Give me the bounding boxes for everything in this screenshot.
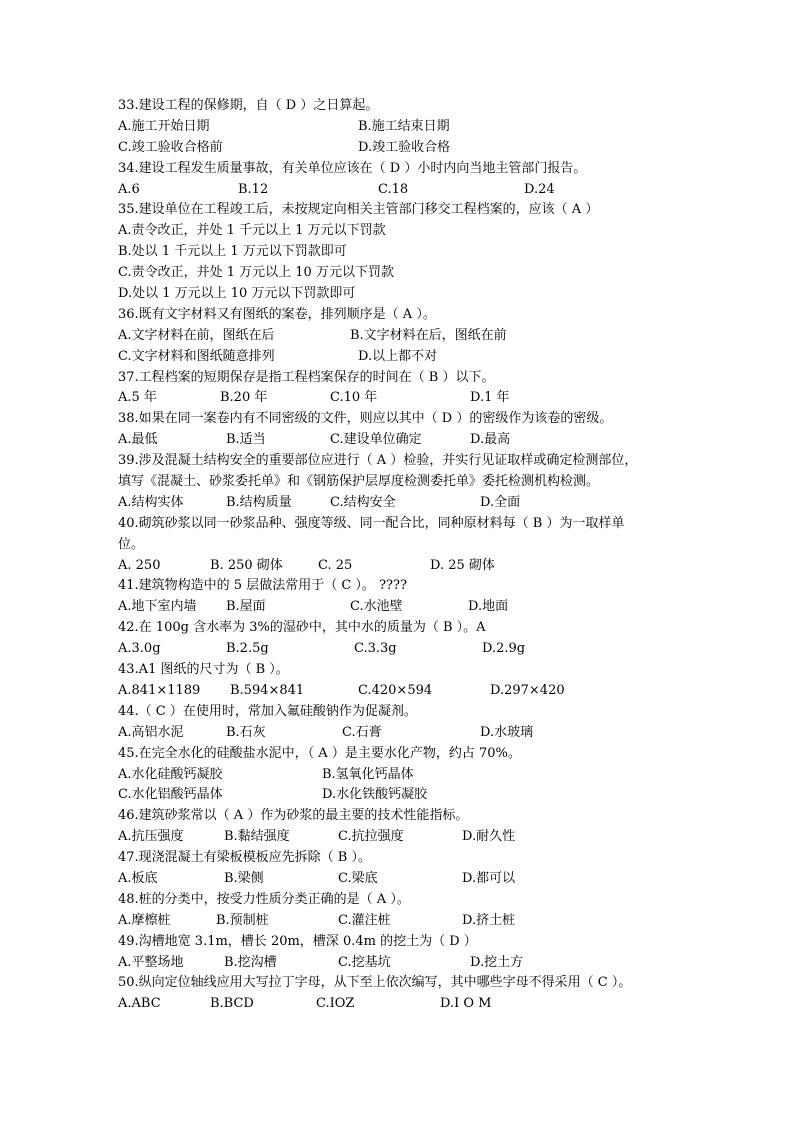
options-line [118, 347, 698, 368]
option-text: A.结构实体 [118, 494, 184, 510]
question-line [118, 535, 698, 556]
question-line [118, 96, 698, 117]
option-text: C.建设单位确定 [330, 432, 422, 448]
question-text: 35.建设单位在工程竣工后，未按规定向相关主管部门移交工程档案的，应该（ A ） [118, 202, 599, 218]
option-text: C.挖基坑 [338, 954, 391, 970]
option-text: D.水化铁酸钙凝胶 [322, 787, 428, 803]
option-text: B.梁侧 [224, 870, 264, 886]
option-text: B.适当 [226, 432, 266, 448]
question-line [118, 744, 698, 765]
option-text: A.施工开始日期 [118, 118, 210, 134]
question-line [118, 890, 698, 911]
options-line [118, 723, 698, 744]
option-text: D.以上都不对 [358, 348, 438, 364]
question-text: 填写《混凝土、砂浆委托单》和《钢筋保护层厚度检测委托单》委托检测机构检测。 [118, 474, 600, 490]
question-text: D.处以 1 万元以上 10 万元以下罚款即可 [118, 286, 356, 302]
document-page [118, 96, 698, 1015]
option-text: D.水玻璃 [480, 724, 534, 740]
options-line [118, 911, 698, 932]
question-text: 39.涉及混凝土结构安全的重要部位应进行（ A ）检验，并实行见证取样或确定检测部位， [118, 453, 638, 469]
question-line [118, 221, 698, 242]
option-text: B.屋面 [226, 599, 266, 615]
option-text: C.石膏 [342, 724, 382, 740]
option-text: D. 25 砌体 [430, 557, 495, 573]
option-text: A.3.0g [118, 641, 161, 657]
option-text: D.最高 [470, 432, 511, 448]
options-line [118, 430, 698, 451]
options-line [118, 180, 698, 201]
question-line [118, 576, 698, 597]
option-text: A.平整场地 [118, 954, 184, 970]
option-text: A.摩檫桩 [118, 912, 171, 928]
question-line [118, 409, 698, 430]
option-text: C.420×594 [358, 682, 433, 698]
option-text: C.水化铝酸钙晶体 [118, 787, 223, 803]
question-line [118, 284, 698, 305]
option-text: C. 25 [318, 557, 353, 573]
option-text: A.抗压强度 [118, 829, 184, 845]
question-line [118, 200, 698, 221]
options-line [118, 493, 698, 514]
option-text: B.594×841 [230, 682, 305, 698]
question-line [118, 932, 698, 953]
option-text: A.文字材料在前，图纸在后 [118, 327, 275, 343]
question-text: 42.在 100g 含水率为 3%的湿砂中，其中水的质量为（ B ）。A [118, 620, 486, 636]
question-line [118, 472, 698, 493]
option-text: B.文字材料在后，图纸在前 [350, 327, 507, 343]
options-line [118, 681, 698, 702]
question-text: 34.建设工程发生质量事故，有关单位应该在（ D ）小时内向当地主管部门报告。 [118, 160, 587, 176]
option-text: A. 250 [118, 557, 161, 573]
option-text: D.挖土方 [470, 954, 524, 970]
question-text: 46.建筑砂浆常以（ A ）作为砂浆的最主要的技术性能指标。 [118, 808, 469, 824]
option-text: B.结构质量 [226, 494, 292, 510]
question-text: 38.如果在同一案卷内有不同密级的文件，则应以其中（ D ）的密级作为该卷的密级。 [118, 411, 613, 427]
option-text: B.石灰 [226, 724, 266, 740]
question-text: A.责令改正，并处 1 千元以上 1 万元以下罚款 [118, 223, 386, 239]
question-text: 47.现浇混凝土有梁板模板应先拆除（ B ）。 [118, 850, 371, 866]
option-text: A.ABC [118, 996, 161, 1012]
question-text: 48.桩的分类中，按受力性质分类正确的是（ A ）。 [118, 891, 410, 907]
option-text: A.水化硅酸钙凝胶 [118, 766, 223, 782]
options-line [118, 117, 698, 138]
question-line [118, 368, 698, 389]
options-line [118, 765, 698, 786]
option-text: B.12 [238, 181, 269, 197]
option-text: B.BCD [210, 996, 254, 1012]
option-text: C.18 [378, 181, 409, 197]
option-text: A.841×1189 [118, 682, 201, 698]
question-line [118, 305, 698, 326]
option-text: B.20 年 [220, 390, 268, 406]
question-line [118, 702, 698, 723]
question-text: 43.A1 图纸的尺寸为（ B ）。 [118, 662, 289, 678]
options-line [118, 388, 698, 409]
question-text: 49.沟槽地宽 3.1m，槽长 20m，槽深 0.4m 的挖土为（ D ） [118, 933, 477, 949]
option-text: B.氢氧化钙晶体 [322, 766, 414, 782]
option-text: C.文字材料和图纸随意排列 [118, 348, 275, 364]
option-text: B.预制桩 [216, 912, 269, 928]
options-line [118, 556, 698, 577]
options-line [118, 869, 698, 890]
question-text: 36.既有文字材料又有图纸的案卷，排列顺序是（ A ）。 [118, 306, 436, 322]
question-line [118, 618, 698, 639]
option-text: A.最低 [118, 432, 158, 448]
option-text: D.竣工验收合格 [358, 139, 451, 155]
question-text: 37.工程档案的短期保存是指工程档案保存的时间在（ B ）以下。 [118, 369, 495, 385]
option-text: A.6 [118, 181, 140, 197]
option-text: D.挤土桩 [462, 912, 516, 928]
question-text: B.处以 1 千元以上 1 万元以下罚款即可 [118, 244, 347, 260]
option-text: C.IOZ [316, 996, 355, 1012]
option-text: B.挖沟槽 [224, 954, 277, 970]
option-text: C.灌注桩 [338, 912, 391, 928]
option-text: D.I O M [440, 996, 492, 1012]
question-line [118, 451, 698, 472]
option-text: B.施工结束日期 [358, 118, 450, 134]
options-line [118, 994, 698, 1015]
option-text: D.地面 [468, 599, 509, 615]
option-text: C.竣工验收合格前 [118, 139, 223, 155]
option-text: B.2.5g [226, 641, 269, 657]
options-line [118, 953, 698, 974]
question-line [118, 263, 698, 284]
option-text: C.3.3g [354, 641, 397, 657]
question-text: 50.纵向定位轴线应用大写拉丁字母，从下至上依次编写，其中哪些字母不得采用（ C ）。 [118, 975, 632, 991]
question-line [118, 514, 698, 535]
question-text: 44.（ C ）在使用时，常加入氟硅酸钠作为促凝剂。 [118, 703, 417, 719]
option-text: B.黏结强度 [224, 829, 290, 845]
question-text: 33.建设工程的保修期，自（ D ）之日算起。 [118, 98, 379, 113]
option-text: C.梁底 [338, 870, 378, 886]
option-text: D.全面 [480, 494, 521, 510]
question-text: C.责令改正，并处 1 万元以上 10 万元以下罚款 [118, 265, 394, 281]
question-line [118, 159, 698, 180]
option-text: A.板底 [118, 870, 158, 886]
option-text: A.5 年 [118, 390, 157, 406]
question-text: 41.建筑物构造中的 5 层做法常用于（ C ）。 ???? [118, 578, 407, 594]
option-text: D.297×420 [490, 682, 565, 698]
option-text: C.抗拉强度 [338, 829, 404, 845]
option-text: C.水池壁 [350, 599, 403, 615]
option-text: D.24 [524, 181, 555, 197]
option-text: A.高铝水泥 [118, 724, 184, 740]
question-line [118, 242, 698, 263]
question-text: 位。 [118, 536, 145, 552]
question-line [118, 660, 698, 681]
options-line [118, 138, 698, 159]
option-text: D.耐久性 [462, 829, 516, 845]
options-line [118, 597, 698, 618]
option-text: A.地下室内墙 [118, 599, 197, 615]
option-text: D.都可以 [462, 870, 516, 886]
option-text: C.10 年 [330, 390, 378, 406]
question-text: 40.砌筑砂浆以同一砂浆品种、强度等级、同一配合比，同种原材料每（ B ）为一取样单 [118, 515, 625, 531]
option-text: D.2.9g [482, 641, 526, 657]
question-text: 45.在完全水化的硅酸盐水泥中，（ A ）是主要水化产物，约占 70%。 [118, 745, 521, 761]
question-line [118, 848, 698, 869]
option-text: C.结构安全 [330, 494, 396, 510]
option-text: D.1 年 [470, 390, 510, 406]
question-line [118, 806, 698, 827]
options-line [118, 326, 698, 347]
option-text: B. 250 砌体 [210, 557, 283, 573]
options-line [118, 639, 698, 660]
options-line [118, 827, 698, 848]
options-line [118, 785, 698, 806]
question-line [118, 973, 698, 994]
